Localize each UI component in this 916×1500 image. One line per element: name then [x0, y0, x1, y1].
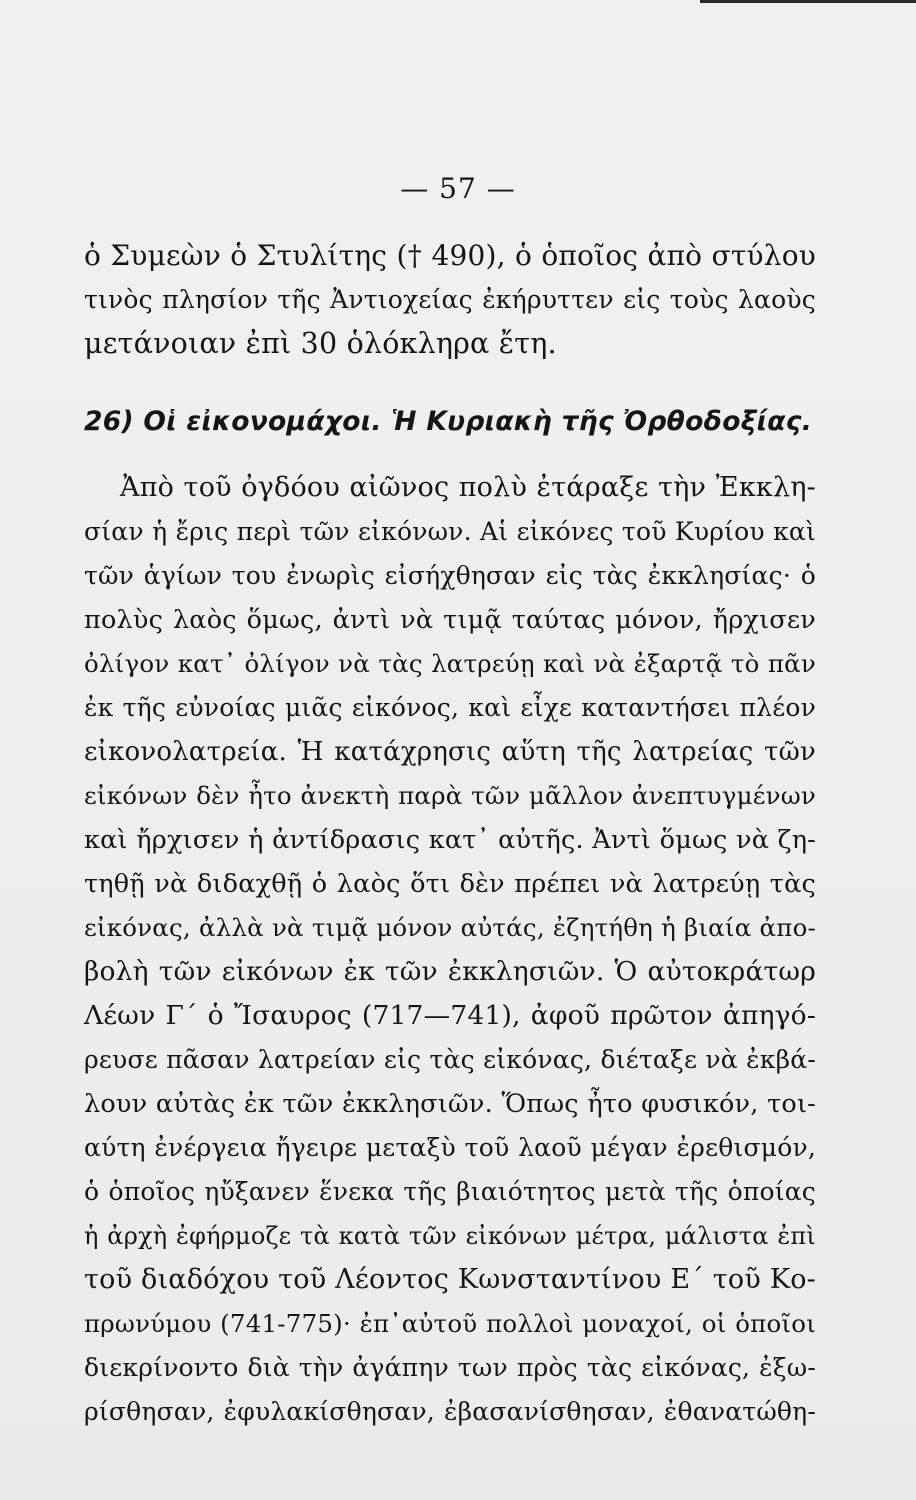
- top-edge-rule: [700, 0, 916, 3]
- text-line: ἐκ τῆς εὐνοίας μιᾶς εἰκόνος, καὶ εἶχε καταντήσει πλέον: [84, 693, 816, 722]
- text-line: μετάνοιαν ἐπὶ 30 ὁλόκληρα ἔτη.: [84, 327, 557, 360]
- text-line: αύτη ἐνέργεια ἤγειρε μεταξὺ τοῦ λαοῦ μέγαν ἐρεθισμόν,: [84, 1133, 816, 1162]
- text-line: ρίσθησαν, ἐφυλακίσθησαν, ἐβασανίσθησαν, ἐθανατώθη-: [84, 1397, 816, 1426]
- text-line: ὁ ὁποῖος ηὔξανεν ἕνεκα τῆς βιαιότητος μετὰ τῆς ὁποίας: [84, 1177, 816, 1206]
- text-line: ἡ ἀρχὴ ἐφήρμοζε τὰ κατὰ τῶν εἰκόνων μέτρα, μάλιστα ἐπὶ: [84, 1222, 816, 1250]
- text-line: ὁ Συμεὼν ὁ Στυλίτης († 490), ὁ ὁποῖος ἀπὸ στύλου: [84, 239, 816, 272]
- text-line: τινὸς πλησίον τῆς Ἀντιοχείας ἐκήρυττεν εἰς τοὺς λαοὺς: [84, 285, 816, 314]
- text-line: πολὺς λαὸς ὅμως, ἀντὶ νὰ τιμᾷ ταύτας μόνον, ἤρχισεν: [84, 605, 816, 635]
- text-line: εἰκόνων δὲν ἦτο ἀνεκτὴ παρὰ τῶν μᾶλλον ἀνεπτυγμένων: [84, 781, 816, 810]
- text-line: Λέων Γ΄ ὁ Ἴσαυρος (717—741), ἀφοῦ πρῶτον ἀπηγό-: [84, 1000, 816, 1031]
- text-line: τῶν ἁγίων του ἐνωρὶς εἰσήχθησαν εἰς τὰς ἐκκλησίας· ὁ: [84, 561, 816, 590]
- page-number: — 57 —: [400, 172, 516, 205]
- section-heading: 26) Οἱ εἰκονομάχοι. Ἡ Κυριακὴ τῆς Ὀρθοδοξίας.: [84, 406, 813, 437]
- text-line: διεκρίνοντο διὰ τὴν ἀγάπην των πρὸς τὰς εἰκόνας, ἐξω-: [84, 1353, 816, 1382]
- text-line: βολὴ τῶν εἰκόνων ἐκ τῶν ἐκκλησιῶν. Ὁ αὐτοκράτωρ: [84, 956, 816, 987]
- text-line: εἰκονολατρεία. Ἡ κατάχρησις αὕτη τῆς λατρείας τῶν: [84, 737, 816, 767]
- text-line: Ἀπὸ τοῦ ὀγδόου αἰῶνος πολὺ ἐτάραξε τὴν Ἐκκλη-: [120, 472, 816, 503]
- text-line: ρευσε πᾶσαν λατρείαν εἰς τὰς εἰκόνας, διέταξε νὰ ἐκβά-: [84, 1045, 816, 1074]
- text-line: ὀλίγον κατ᾽ ὀλίγον νὰ τὰς λατρεύῃ καὶ νὰ ἐξαρτᾷ τὸ πᾶν: [84, 649, 816, 678]
- text-line: τοῦ διαδόχου τοῦ Λέοντος Κωνσταντίνου Ε΄ τοῦ Κο-: [84, 1264, 816, 1295]
- text-line: εἰκόνας, ἀλλὰ νὰ τιμᾷ μόνον αὐτάς, ἐζητήθη ἡ βιαία ἀπο-: [84, 913, 816, 942]
- text-line: λουν αὐτὰς ἐκ τῶν ἐκκλησιῶν. Ὅπως ἦτο φυσικόν, τοι-: [84, 1089, 816, 1119]
- text-line: καὶ ἤρχισεν ἡ ἀντίδρασις κατ᾽ αὐτῆς. Ἀντὶ ὅμως νὰ ζη-: [84, 825, 816, 855]
- text-line: σίαν ἡ ἔρις περὶ τῶν εἰκόνων. Αἱ εἰκόνες τοῦ Κυρίου καὶ: [84, 517, 816, 546]
- text-line: τηθῇ νὰ διδαχθῇ ὁ λαὸς ὅτι δὲν πρέπει νὰ λατρεύῃ τὰς: [84, 869, 816, 899]
- text-line: πρωνύμου (741-775)· ἐπ᾽αὐτοῦ πολλοὶ μοναχοί, οἱ ὁποῖοι: [84, 1309, 816, 1338]
